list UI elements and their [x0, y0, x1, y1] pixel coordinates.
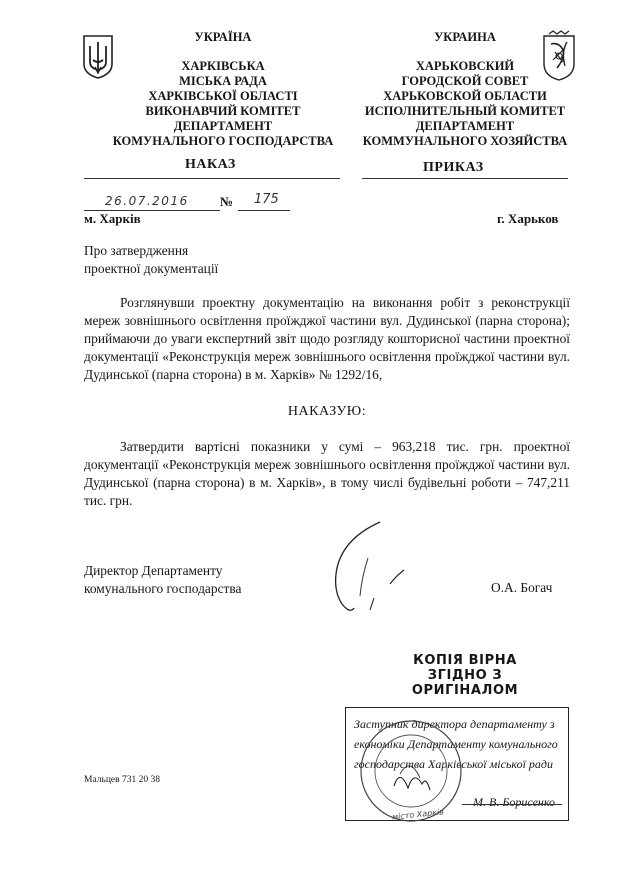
header-left-line: ДЕПАРТАМЕНТ	[173, 119, 273, 133]
order-number-sign: №	[220, 194, 234, 209]
certify-stamp-line: Заступник директора департаменту з	[354, 717, 555, 731]
signature-position-line: Директор Департаменту	[84, 563, 223, 578]
signature-name: О.А. Богач	[491, 580, 553, 595]
header-right-line: ГОРОДСКОЙ СОВЕТ	[401, 74, 529, 88]
signature-position	[84, 562, 241, 598]
certify-stamp-sign-line	[462, 804, 562, 805]
doc-type-left: НАКАЗ	[185, 157, 236, 172]
order-subject	[84, 242, 218, 278]
header-right-country: УКРАИНА	[434, 30, 496, 44]
order-clause	[84, 438, 570, 510]
order-word: НАКАЗУЮ:	[287, 404, 367, 419]
header-left-country: УКРАЇНА	[194, 30, 252, 44]
order-subject-line: Про затвердження	[84, 243, 189, 258]
handwritten-signature	[300, 518, 420, 628]
order-clause-text: Затвердити вартісні показники у сумі – 963,218 тис. грн. проектної документації «Реконструкція мереж зовнішнього освітлення проїжджої частини вул. Дудинської (парна сторона) в м. Харків», в тому числі будівельні роботи – 747,211 тис. грн.	[84, 439, 570, 508]
city-right: г. Харьков	[497, 211, 559, 226]
header-right-line: ДЕПАРТАМЕНТ	[415, 119, 515, 133]
order-subject-line: проектної документації	[84, 261, 219, 276]
header-right-line: ХАРЬКОВСКИЙ	[415, 59, 515, 73]
doc-type-right: ПРИКАЗ	[423, 160, 484, 175]
doc-type-right-underline	[362, 178, 568, 179]
order-date: 26.07.2016	[105, 194, 189, 208]
order-preamble	[84, 294, 570, 384]
header-left-line: КОМУНАЛЬНОГО ГОСПОДАРСТВА	[112, 134, 334, 148]
round-seal-text: місто Харків	[391, 807, 445, 822]
copy-stamp	[400, 653, 530, 698]
certify-stamp-line: економіки Департаменту комунального	[354, 737, 558, 751]
header-right	[340, 30, 590, 149]
signature-position-line: комунального господарства	[84, 581, 242, 596]
header-left-line: ХАРКІВСЬКОЇ ОБЛАСТІ	[148, 89, 298, 103]
header-right-line: ИСПОЛНИТЕЛЬНЫЙ КОМИТЕТ	[364, 104, 566, 118]
order-number: 175	[254, 192, 279, 207]
header-left-line: МІСЬКА РАДА	[179, 74, 267, 88]
city-left: м. Харків	[84, 211, 141, 226]
copy-stamp-line: ЗГІДНО З	[427, 668, 503, 683]
header-right-line: ХАРЬКОВСКОЙ ОБЛАСТИ	[383, 89, 547, 103]
order-preamble-text: Розглянувши проектну документацію на виконання робіт з реконструкції мереж зовнішнього освітлення проїжджої частини вул. Дудинської (парна сторона); приймаючи до уваги експертний звіт щодо розгляду кошторисної частини проектної документації «Реконструкція мереж зовнішнього освітлення проїжджої частини вул. Дудинської (парна сторона) в м. Харків» № 1292/16,	[84, 295, 570, 382]
round-seal-icon	[356, 716, 466, 826]
copy-stamp-line: ОРИГІНАЛОМ	[411, 683, 519, 698]
header-left-line: ХАРКІВСЬКА	[181, 59, 265, 73]
header-right-line: КОММУНАЛЬНОГО ХОЗЯЙСТВА	[362, 134, 568, 148]
copy-stamp-line: КОПІЯ ВІРНА	[413, 653, 517, 668]
order-number-underline	[238, 210, 290, 211]
certify-stamp-line: господарства Харківської міської ради	[354, 757, 553, 771]
executor: Мальцев 731 20 38	[84, 775, 160, 785]
certify-stamp-name: М. В. Борисенко	[473, 795, 556, 809]
doc-type-left-underline	[84, 178, 340, 179]
header-left	[98, 30, 348, 149]
header-left-line: ВИКОНАВЧИЙ КОМІТЕТ	[145, 104, 301, 118]
